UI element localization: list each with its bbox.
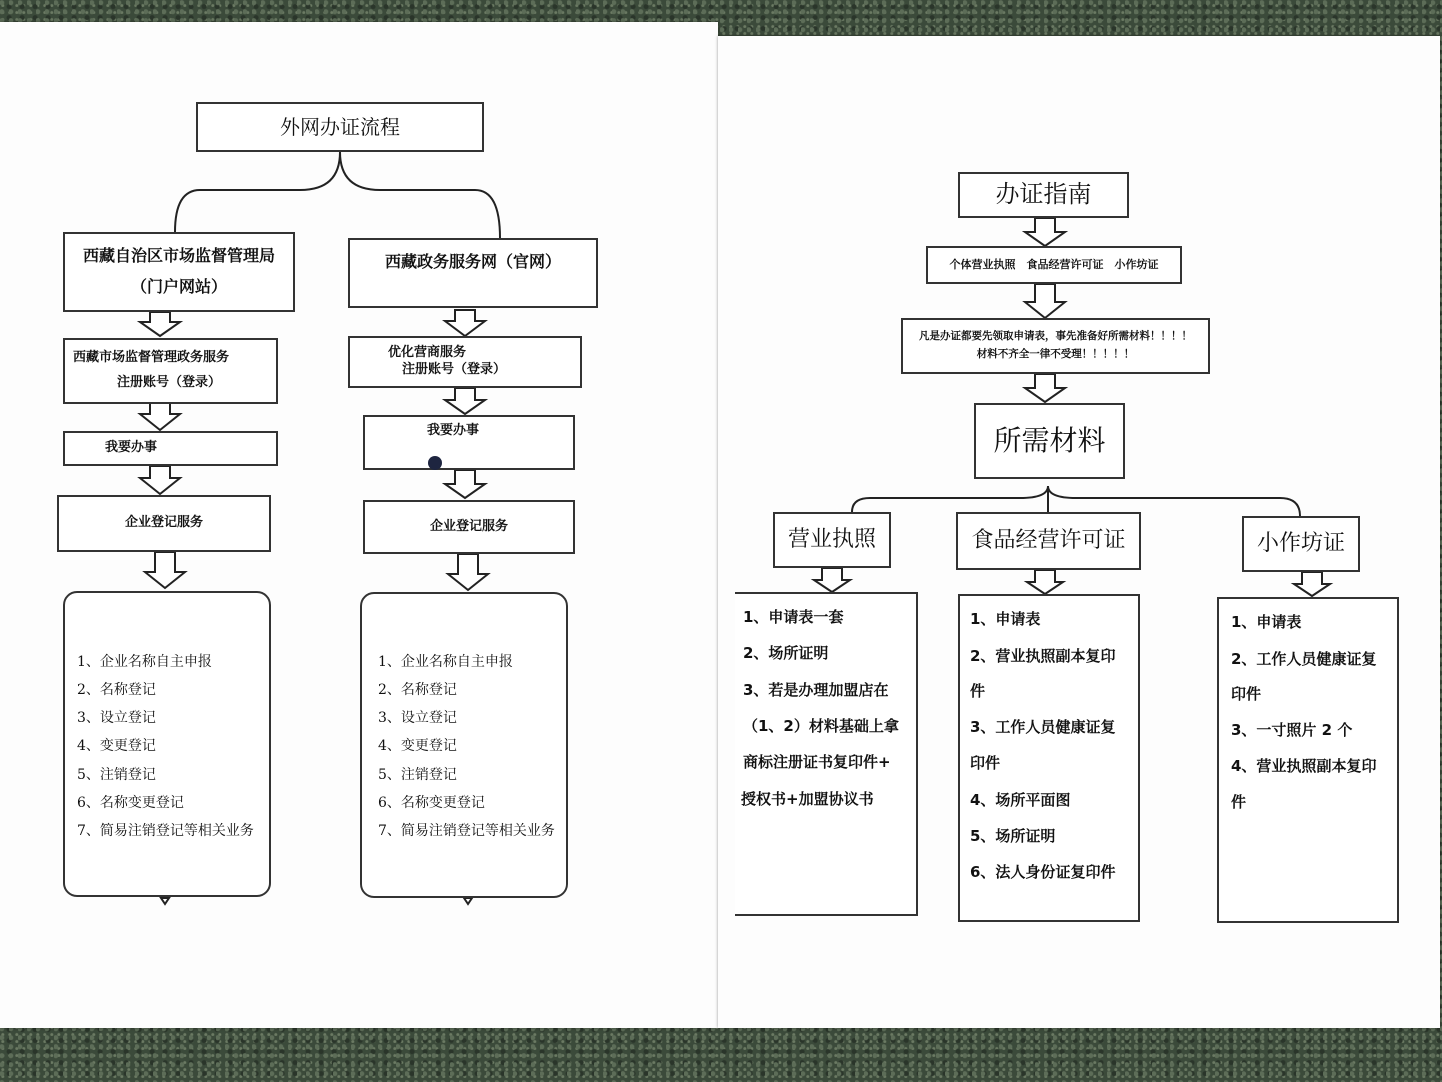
- todo-a-label: 我要办事: [105, 440, 158, 456]
- notice-box: [901, 318, 1210, 374]
- list-item: 1、企业名称自主申报: [77, 654, 212, 670]
- account-box-a: [63, 338, 278, 404]
- license-types-box: [926, 246, 1182, 284]
- account-b-line2: 注册账号（登录）: [402, 362, 507, 377]
- list-item: （1、2）材料基础上拿: [743, 717, 899, 735]
- list-item: 2、名称登记: [378, 682, 457, 698]
- portal-a-line1: 西藏自治区市场监督管理局: [82, 246, 275, 266]
- list-item: 1、申请表: [970, 610, 1041, 628]
- list-item: 6、名称变更登记: [77, 795, 184, 811]
- list-item: 5、场所证明: [970, 827, 1056, 845]
- list-item: 2、名称登记: [77, 682, 156, 698]
- list-item: 1、企业名称自主申报: [378, 654, 513, 670]
- account-a-line2: 注册账号（登录）: [117, 375, 222, 390]
- list-item: 1、申请表一套: [743, 608, 844, 626]
- list-item: 印件: [970, 754, 1001, 772]
- list-item: 2、营业执照副本复印: [970, 647, 1116, 665]
- account-b-line1: 优化营商服务: [388, 345, 467, 361]
- column-title-text: 小作坊证: [1256, 530, 1345, 556]
- column-title-text: 营业执照: [787, 526, 876, 552]
- license-types-text: 个体营业执照 食品经营许可证 小作坊证: [949, 257, 1159, 271]
- list-item: 5、注销登记: [378, 767, 457, 783]
- list-item: 3、一寸照片 2 个: [1231, 721, 1353, 739]
- notice-line2: 材料不齐全一律不受理！！！！！: [976, 348, 1135, 360]
- list-item: 1、申请表: [1231, 613, 1302, 631]
- portal-b-line1: 西藏政务服务网（官网）: [384, 252, 561, 271]
- list-item: 件: [970, 682, 986, 700]
- list-item: 4、营业执照副本复印: [1231, 757, 1377, 775]
- column-title-food-permit: [956, 512, 1141, 570]
- guide-title-text: 办证指南: [995, 180, 1092, 209]
- todo-box-a: [63, 431, 278, 466]
- column-title-business-license: [773, 512, 891, 568]
- ink-stain: [428, 456, 442, 470]
- guide-title: [958, 172, 1129, 218]
- portal-box-b: [348, 238, 598, 308]
- list-item: 件: [1231, 793, 1247, 811]
- list-item: 3、设立登记: [77, 710, 156, 726]
- todo-b-label: 我要办事: [427, 423, 480, 438]
- list-item: 6、法人身份证复印件: [970, 863, 1116, 881]
- list-item: 印件: [1231, 685, 1262, 703]
- list-item: 7、简易注销登记等相关业务: [378, 823, 555, 839]
- list-item: 2、场所证明: [743, 644, 829, 662]
- list-item: 3、若是办理加盟店在: [743, 681, 889, 699]
- service-a-label: 企业登记服务: [124, 515, 203, 531]
- list-item: 7、简易注销登记等相关业务: [77, 823, 254, 839]
- materials-title-text: 所需材料: [993, 423, 1106, 457]
- account-a-line1: 西藏市场监督管理政务服务: [73, 350, 230, 366]
- notice-line1: 凡是办证都要先领取申请表，事先准备好所需材料！！！！: [919, 330, 1192, 343]
- registration-list-a: [63, 591, 271, 897]
- account-box-b: [348, 336, 582, 388]
- list-item: 授权书+加盟协议书: [741, 790, 874, 808]
- list-item: 4、变更登记: [378, 738, 457, 754]
- materials-list-business-license: [735, 592, 918, 916]
- registration-list-b: [360, 592, 568, 898]
- materials-title: [974, 403, 1125, 479]
- todo-box-b: [363, 415, 575, 470]
- portal-a-line2: （门户网站）: [130, 277, 227, 296]
- column-title-text: 食品经营许可证: [971, 527, 1126, 553]
- list-item: 5、注销登记: [77, 767, 156, 783]
- service-b-label: 企业登记服务: [429, 518, 508, 534]
- column-title-workshop-permit: [1242, 516, 1360, 572]
- list-item: 3、工作人员健康证复: [970, 718, 1116, 736]
- flow-title: [196, 102, 484, 152]
- service-box-a: [57, 495, 271, 552]
- list-item: 4、变更登记: [77, 738, 156, 754]
- materials-list-food-permit: [958, 594, 1140, 922]
- list-item: 3、设立登记: [378, 710, 457, 726]
- portal-box-a: [63, 232, 295, 312]
- service-box-b: [363, 500, 575, 554]
- flow-title-text: 外网办证流程: [280, 115, 400, 139]
- list-item: 2、工作人员健康证复: [1231, 650, 1377, 668]
- materials-list-workshop-permit: [1217, 597, 1399, 923]
- list-item: 6、名称变更登记: [378, 795, 485, 811]
- list-item: 4、场所平面图: [970, 791, 1071, 809]
- list-item: 商标注册证书复印件+: [743, 753, 891, 771]
